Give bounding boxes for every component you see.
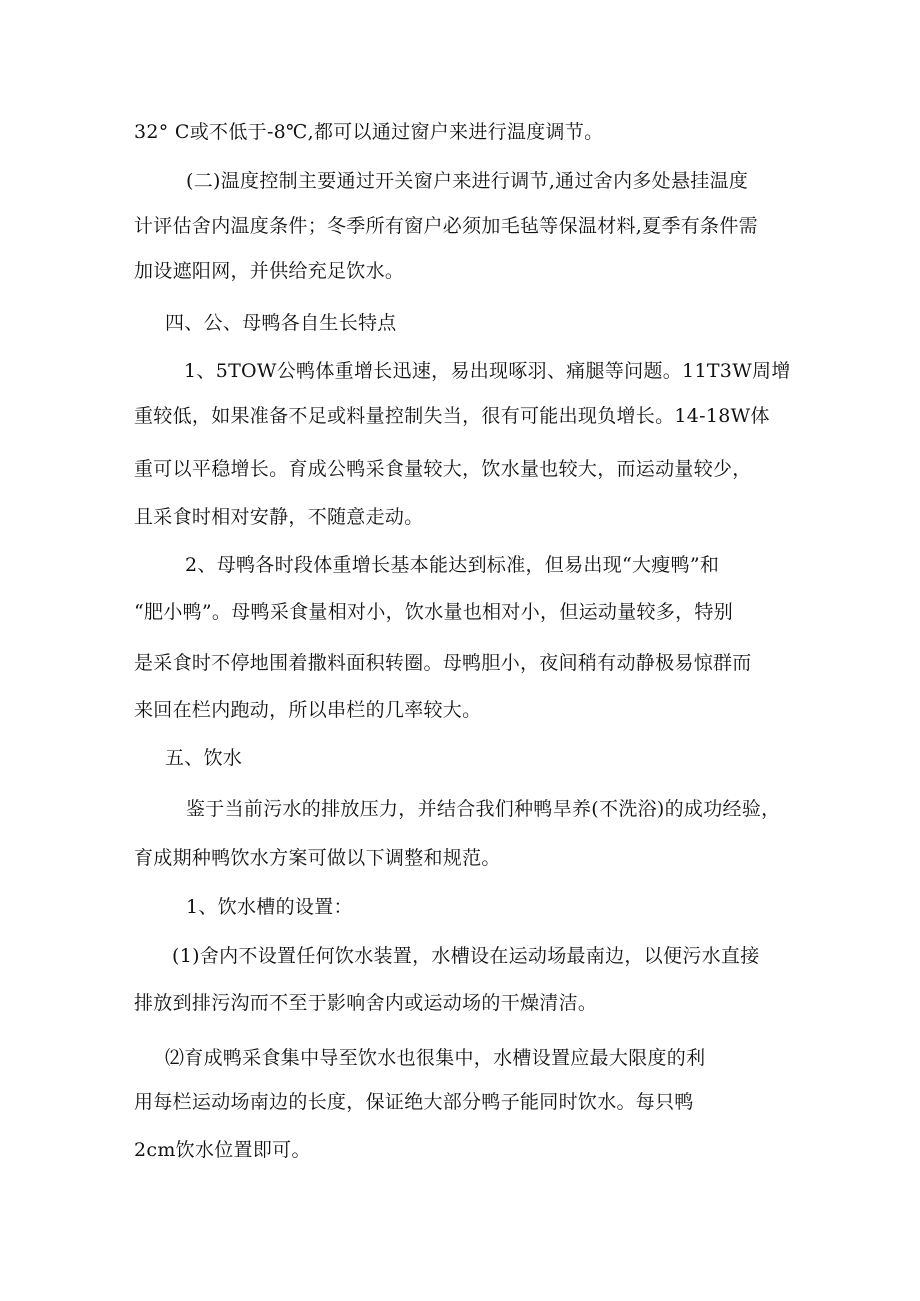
text-line-21: 用每栏运动场南边的长度，保证绝大部分鸭子能同时饮水。每只鸭 xyxy=(134,1091,694,1113)
text-line-8: 重可以平稳增长。育成公鸭采食量较大，饮水量也较大，而运动量较少， xyxy=(134,458,752,480)
text-line-9: 且采食时相对安静，不随意走动。 xyxy=(134,506,424,528)
text-line-6: 1、5TOW公鸭体重增长迅速，易出现啄羽、痛腿等问题。11T3W周增 xyxy=(184,360,791,382)
text-line-2: (二)温度控制主要通过开关窗户来进行调节,通过舍内多处悬挂温度 xyxy=(186,170,749,192)
text-line-22: 2cm饮水位置即可。 xyxy=(134,1139,311,1161)
subsection-heading: 1、饮水槽的设置： xyxy=(186,896,353,918)
text-line-11: “肥小鸭”。母鸭采食量相对小，饮水量也相对小，但运动量较多，特别 xyxy=(134,601,734,623)
text-line-13: 来回在栏内跑动，所以串栏的几率较大。 xyxy=(134,699,482,721)
text-line-10: 2、母鸭各时段体重增长基本能达到标准，但易出现“大瘦鸭”和 xyxy=(185,554,720,576)
section-heading-5: 五、饮水 xyxy=(165,747,243,769)
text-line-15: 鉴于当前污水的排放压力，并结合我们种鸭旱养(不洗浴)的成功经验， xyxy=(186,798,781,820)
text-line-12: 是采食时不停地围着撒料面积转圈。母鸭胆小，夜间稍有动静极易惊群而 xyxy=(134,652,752,674)
text-line-20: ⑵育成鸭采食集中导至饮水也很集中，水槽设置应最大限度的利 xyxy=(165,1047,706,1069)
text-line-3: 计评估舍内温度条件；冬季所有窗户必须加毛毡等保温材料,夏季有条件需 xyxy=(134,215,758,237)
text-line-16: 育成期种鸭饮水方案可做以下调整和规范。 xyxy=(134,847,501,869)
text-line-7: 重较低，如果准备不足或料量控制失当，很有可能出现负增长。14-18W体 xyxy=(134,405,770,427)
text-line-4: 加设遮阳网，并供给充足饮水。 xyxy=(134,260,405,282)
text-line-1: 32° C或不低于-8℃,都可以通过窗户来进行温度调节。 xyxy=(134,121,604,143)
section-heading-4: 四、公、母鸭各自生长特点 xyxy=(165,312,397,334)
text-line-18: (1)舍内不设置任何饮水装置，水槽设在运动场最南边，以便污水直接 xyxy=(172,945,760,967)
text-line-19: 排放到排污沟而不至于影响舍内或运动场的干燥清洁。 xyxy=(134,992,598,1014)
